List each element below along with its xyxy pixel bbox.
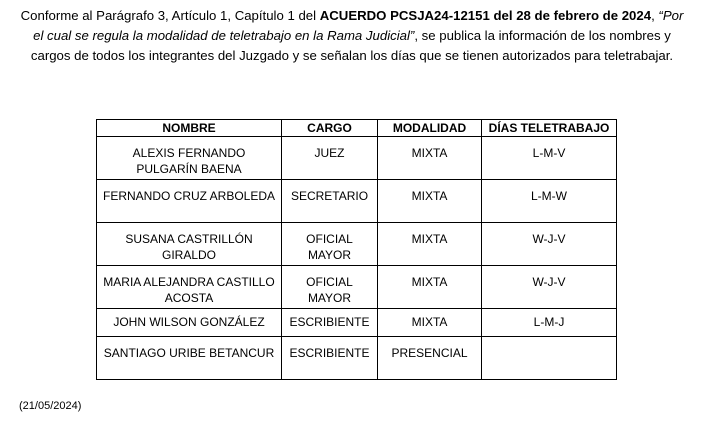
cell-dias: L-M-V: [482, 137, 617, 180]
cell-dias: [482, 337, 617, 380]
publication-date: (21/05/2024): [19, 400, 82, 412]
table-header-row: [97, 120, 617, 137]
cell-nombre: JOHN WILSON GONZÁLEZ: [97, 309, 282, 337]
intro-text-4: , se publica la información de los nombres y cargos de todos los integrantes del Juzgado y se señalan los días que se tienen autorizados para teletrabajar.: [30, 28, 674, 63]
cell-cargo: SECRETARIO: [282, 180, 378, 223]
cell-cargo: OFICIAL MAYOR: [282, 223, 378, 266]
agreement-title-quote: “Por el cual se regula la modalidad de teletrabajo en la Rama Judicial”: [33, 8, 684, 43]
cell-modalidad: MIXTA: [378, 137, 482, 180]
intro-text-1: Conforme al Parágrafo 3, Artículo 1, Capítulo 1 del: [20, 8, 320, 23]
cell-nombre: FERNANDO CRUZ ARBOLEDA: [97, 180, 282, 223]
header-cargo: CARGO: [282, 120, 378, 137]
agreement-date: 28 de febrero de 2024: [516, 8, 652, 23]
staff-telework-table: [96, 119, 617, 380]
cell-modalidad: MIXTA: [378, 309, 482, 337]
cell-dias: L-M-W: [482, 180, 617, 223]
cell-modalidad: MIXTA: [378, 223, 482, 266]
cell-nombre: SANTIAGO URIBE BETANCUR: [97, 337, 282, 380]
cell-dias: L-M-J: [482, 309, 617, 337]
table-row: [97, 180, 617, 223]
header-nombre: NOMBRE: [97, 120, 282, 137]
intro-text-3: ,: [651, 8, 655, 23]
table-row: [97, 137, 617, 180]
cell-nombre: MARIA ALEJANDRA CASTILLO ACOSTA: [97, 266, 282, 309]
cell-cargo: OFICIAL MAYOR: [282, 266, 378, 309]
table-row: [97, 266, 617, 309]
cell-cargo: ESCRIBIENTE: [282, 337, 378, 380]
cell-nombre: ALEXIS FERNANDO PULGARÍN BAENA: [97, 137, 282, 180]
cell-nombre: SUSANA CASTRILLÓN GIRALDO: [97, 223, 282, 266]
cell-cargo: JUEZ: [282, 137, 378, 180]
agreement-number: ACUERDO PCSJA24-12151: [319, 8, 490, 23]
cell-modalidad: MIXTA: [378, 180, 482, 223]
cell-cargo: ESCRIBIENTE: [282, 309, 378, 337]
cell-dias: W-J-V: [482, 223, 617, 266]
cell-modalidad: MIXTA: [378, 266, 482, 309]
table-row: [97, 309, 617, 337]
intro-text-2: del: [489, 8, 517, 23]
intro-paragraph: [14, 6, 690, 66]
cell-modalidad: PRESENCIAL: [378, 337, 482, 380]
table-row: [97, 337, 617, 380]
table-row: [97, 223, 617, 266]
header-dias-teletrabajo: DÍAS TELETRABAJO: [482, 120, 617, 137]
cell-dias: W-J-V: [482, 266, 617, 309]
header-modalidad: MODALIDAD: [378, 120, 482, 137]
